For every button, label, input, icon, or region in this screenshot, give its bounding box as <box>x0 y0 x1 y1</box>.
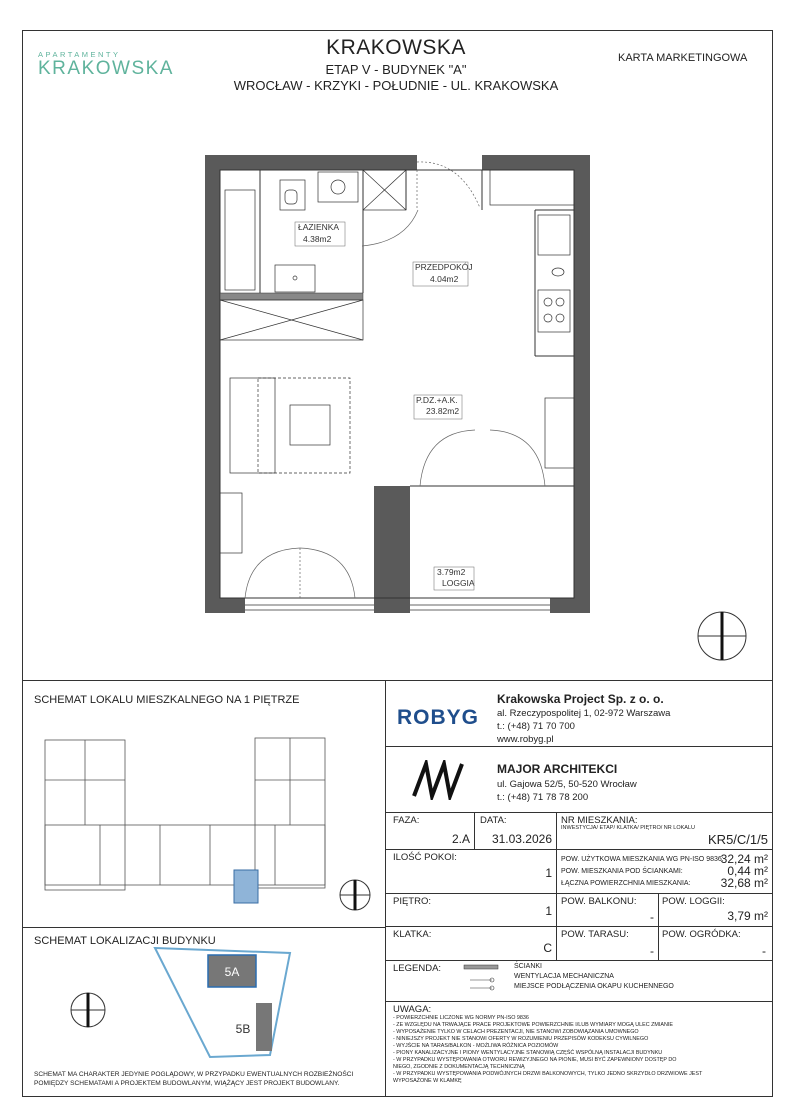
pietro-label: PIĘTRO: <box>393 896 432 907</box>
legend-title: LEGENDA: <box>393 963 442 974</box>
legend-item-scianki: ŚCIANKI <box>514 963 543 970</box>
room-name-living: P.DZ.+A.K. <box>416 395 458 405</box>
klatka-value: C <box>543 941 552 955</box>
room-area-lazienka: 4.38m2 <box>303 234 332 244</box>
ogrodek-label: POW. OGRÓDKA: <box>662 929 741 940</box>
data-label: DATA: <box>480 815 507 826</box>
uwaga-line: - NINIEJSZY PROJEKT NIE STANOWI OFERTY W ROZUMIENIU PRZEPISÓW KODEKSU CYWILNEGO <box>393 1036 649 1042</box>
building-5a-label: 5A <box>224 965 240 979</box>
room-name-przedpokoj: PRZEDPOKÓJ <box>415 262 473 272</box>
pietro-value: 1 <box>545 904 552 918</box>
loggia-label: POW. LOGGII: <box>662 896 725 907</box>
room-name-loggia: LOGGIA <box>442 578 475 588</box>
pow-laczna-value: 32,68 m² <box>720 876 768 890</box>
page-title: KRAKOWSKA <box>326 36 466 59</box>
nr-sublabel: INWESTYCJA/ ETAP/ KLATKA/ PIĘTRO/ NR LOKALU <box>561 825 695 831</box>
data-value: 31.03.2026 <box>491 832 552 846</box>
uwaga-line: - W PRZYPADKU WYSTĘPOWANIA OTWORU REWIZYJNEGO NA PIONIE, MUSI BYĆ ZAPEWNIONY DOSTĘP DO <box>393 1057 677 1063</box>
room-area-przedpokoj: 4.04m2 <box>430 274 459 284</box>
schema-note: SCHEMAT MA CHARAKTER JEDYNIE POGLĄDOWY, W PRZYPADKU EWENTUALNYCH ROZBIEŻNOŚCI POMIĘDZY SCHEMATAMI A PROJEKTEM BUDOWLANYM, WIĄŻĄCY JEST PROJEKT BUDOWLANY. <box>34 1071 354 1087</box>
room-area-loggia: 3.79m2 <box>437 567 466 577</box>
pokoi-value: 1 <box>545 866 552 880</box>
uwaga-line: NIEGO, ZGODNIE Z DOKUMENTACJĄ TECHNICZNĄ <box>393 1064 525 1070</box>
legend-symbols <box>462 963 502 995</box>
pow-laczna-label: ŁĄCZNA POWIERZCHNIA MIESZKANIA: <box>561 880 691 887</box>
legend-item-wentylacja: WENTYLACJA MECHANICZNA <box>514 973 614 980</box>
pow-scianki-label: POW. MIESZKANIA POD ŚCIANKAMI: <box>561 868 683 875</box>
page-address: WROCŁAW - KRZYKI - POŁUDNIE - UL. KRAKOWSKA <box>233 78 559 93</box>
uwaga-line: - WYJŚCIE NA TARAS/BALKON - MOŻLIWA RÓŻNICA POZIOMÓW <box>393 1043 559 1049</box>
investor-logo: ROBYG <box>397 706 480 729</box>
legend-item-okap: MIEJSCE PODŁĄCZENIA OKAPU KUCHENNEGO <box>514 983 674 990</box>
balkon-value: - <box>650 910 654 924</box>
room-name-lazienka: ŁAZIENKA <box>298 222 340 232</box>
logo-caption: APARTAMENTY <box>38 50 121 59</box>
nr-value: KR5/C/1/5 <box>708 832 768 847</box>
logo-wordmark: KRAKOWSKA <box>38 58 174 79</box>
uwaga-line: - W PRZYPADKU WYSTĘPOWANIA PODWÓJNYCH DRZWI BALKONOWYCH, TYLKO JEDNO SKRZYDŁO DRZWIOWE JEST <box>393 1071 703 1077</box>
uwaga-title: UWAGA: <box>393 1004 432 1015</box>
faza-label: FAZA: <box>393 815 420 826</box>
uwaga-line: - PIONY KANALIZACYJNE I PIONY WENTYLACYJNE STANOWIĄ CZĘŚĆ WSPÓLNĄ INSTALACJI BUDYNKU <box>393 1050 663 1056</box>
pow-uzytkowa-label: POW. UŻYTKOWA MIESZKANIA WG PN-ISO 9836: <box>561 856 724 863</box>
card-type: KARTA MARKETINGOWA <box>618 52 748 64</box>
investor-address: al. Rzeczypospolitej 1, 02-972 Warszawa <box>497 708 671 719</box>
investor-web[interactable]: www.robyg.pl <box>497 734 554 745</box>
pokoi-label: ILOŚĆ POKOI: <box>393 852 457 863</box>
uwaga-line: - WYPOSAŻENIE TYLKO W CELACH PREZENTACJI, NIE STANOWI ZOBOWIĄZANIA UMOWNEGO <box>393 1029 639 1035</box>
architect-phone: t.: (+48) 71 78 78 200 <box>497 792 589 803</box>
taras-label: POW. TARASU: <box>561 929 629 940</box>
floor-schema <box>40 730 330 910</box>
architect-address: ul. Gajowa 52/5, 50-520 Wrocław <box>497 779 637 790</box>
uwaga-line: WYPOSAŻONE W KLAMKĘ <box>393 1078 462 1084</box>
investor-phone: t.: (+48) 71 70 700 <box>497 721 575 732</box>
nr-label: NR MIESZKANIA: <box>561 815 638 826</box>
taras-value: - <box>650 944 654 958</box>
pow-scianki-value: 0,44 m² <box>727 864 768 878</box>
north-arrow-icon <box>694 608 750 664</box>
architect-logo-icon <box>410 760 466 800</box>
floor-schema-title: SCHEMAT LOKALU MIESZKALNEGO NA 1 PIĘTRZE <box>34 694 300 706</box>
faza-value: 2.A <box>451 832 470 846</box>
loggia-value: 3,79 m² <box>727 909 768 923</box>
ogrodek-value: - <box>762 944 766 958</box>
floor-schema-north-icon <box>337 877 373 913</box>
investor-name: Krakowska Project Sp. z o. o. <box>497 692 664 706</box>
klatka-label: KLATKA: <box>393 929 432 940</box>
room-area-living: 23.82m2 <box>426 406 460 416</box>
page-subtitle: ETAP V - BUDYNEK "A" <box>325 62 467 77</box>
location-north-icon <box>68 990 108 1030</box>
uwaga-line: - ZE WZGLĘDU NA TRWAJĄCE PRACE PROJEKTOWE POWIERZCHNIE I/LUB WYMIARY MOGĄ ULEC ZMIANIE <box>393 1022 673 1028</box>
balkon-label: POW. BALKONU: <box>561 896 637 907</box>
pow-uzytkowa-value: 32,24 m² <box>720 852 768 866</box>
architect-name: MAJOR ARCHITEKCI <box>497 762 618 776</box>
floor-plan <box>190 150 610 620</box>
uwaga-line: - POWIERZCHNIE LICZONE WG NORMY PN-ISO 9836 <box>393 1015 529 1021</box>
building-5b-label: 5B <box>235 1022 251 1036</box>
location-schema-title: SCHEMAT LOKALIZACJI BUDYNKU <box>34 935 216 947</box>
